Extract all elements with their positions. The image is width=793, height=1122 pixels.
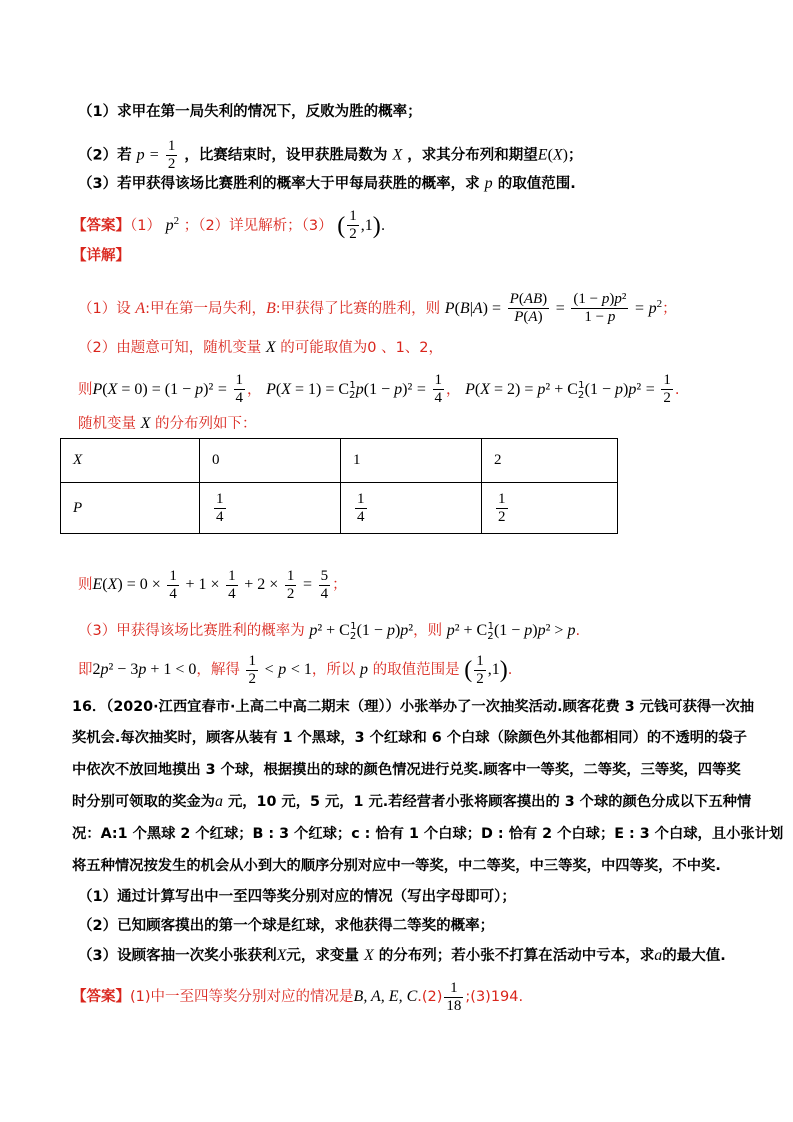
q16-line5: 况：A:1 个黑球 2 个红球；B : 3 个红球；c : 恰有 1 个白球；D : 恰有 2 个白球；E : 3 个白球，且小张计划: [72, 826, 784, 842]
q16-line2: 奖机会.每次抽奖时，顾客从装有 1 个黑球，3 个红球和 6 个白球（除颜色外其他都相同）的不透明的袋子: [72, 730, 747, 746]
q16-line3: 中依次不放回地摸出 3 个球，根据摸出的球的颜色情况进行兑奖.顾客中一等奖，二等奖，三等奖，四等奖: [72, 762, 741, 778]
q15-part2: （2）若 p = $\frac{1}{2}$ ，比赛结束时，设甲获胜局数为 X ，求其分布列和期望E(X)；: [78, 138, 583, 172]
table-cell: 2: [482, 439, 618, 483]
detail-line4: 随机变量 X 的分布列如下：: [78, 415, 257, 432]
q16-sub3: （3）设顾客抽一次奖小张获利X元，求变量 X 的分布列；若小张不打算在活动中亏本，求a的最大值.: [78, 947, 726, 964]
table-cell: $\frac{1}{2}$: [482, 483, 618, 534]
distribution-table: [60, 438, 618, 534]
detail-line6: （3）甲获得该场比赛胜利的概率为 $p^2 + C_2^1(1 - p)p^2$，则 $p^2 + C_2^1(1 - p)p^2 > p$.: [78, 621, 581, 642]
answer15: 【答案】（1） $p^2$ ；（2）详见解析；（3） ( $\frac{1}{2}$ ,1).: [72, 208, 386, 243]
detail-line3: 则P(X = 0) = (1 − p)² = $\frac{1}{4}$ ， $P(X = 1) = C_2^1p(1 - p)^2$ = $\frac{1}{4}$ ， $P(X = 2) = p^2 + C_2^1(1 - p)p^2$ = $\frac{1}{2}$ .: [78, 372, 680, 407]
table-cell: $\frac{1}{4}$: [341, 483, 482, 534]
q16-line1: 16．（2020·江西宜春市·上高二中高二期末（理））小张举办了一次抽奖活动.顾客花费 3 元钱可获得一次抽: [72, 699, 755, 715]
table-cell: X: [61, 439, 200, 483]
q16-sub2: （2）已知顾客摸出的第一个球是红球，求他获得二等奖的概率；: [78, 918, 495, 934]
table-cell: 0: [200, 439, 341, 483]
q15-part3: （3）若甲获得该场比赛胜利的概率大于甲每局获胜的概率，求 p 的取值范围.: [78, 175, 576, 192]
q16-sub1: （1）通过计算写出中一至四等奖分别对应的情况（写出字母即可）；: [78, 889, 516, 905]
table-cell: 1: [341, 439, 482, 483]
table-cell: $\frac{1}{4}$: [200, 483, 341, 534]
detail-label: 【详解】: [72, 248, 130, 264]
table-cell: P: [61, 483, 200, 534]
answer16: 【答案】(1)中一至四等奖分别对应的情况是B, A, E, C.(2) $\frac{1}{18}$ ;(3)194.: [72, 979, 524, 1014]
table-header-row: [61, 439, 618, 483]
detail-line2: （2）由题意可知，随机变量 X 的可能取值为0 、1、2，: [78, 339, 444, 356]
q16-line6: 将五种情况按发生的机会从小到大的顺序分别对应中一等奖，中二等奖，中三等奖，中四等奖，不中奖.: [72, 858, 721, 874]
detail-line5: 则E(X) = 0 × $\frac{1}{4}$ + 1 × $\frac{1}{4}$ + 2 × $\frac{1}{2}$ = $\frac{5}{4}$ ；: [78, 567, 347, 602]
q16-line4: 时分别可领取的奖金为a 元，10 元，5 元，1 元.若经营者小张将顾客摸出的 3 个球的颜色分成以下五种情: [72, 793, 752, 810]
detail-line1: （1）设 A:甲在第一局失利，B:甲获得了比赛的胜利，则 P(B|A) = $\frac{P(AB)}{P(A)}$ = $\frac{\text{(1 − p)p²}}{1 - p}$ = $p^2$；: [78, 291, 677, 326]
q15-part1: （1）求甲在第一局失利的情况下，反败为胜的概率；: [78, 104, 422, 120]
table-row: [61, 483, 618, 534]
detail-line7: 即2p² − 3p + 1 < 0，解得 $\frac{1}{2}$ < p < 1，所以 p 的取值范围是 ( $\frac{1}{2}$ ,1).: [78, 652, 513, 687]
